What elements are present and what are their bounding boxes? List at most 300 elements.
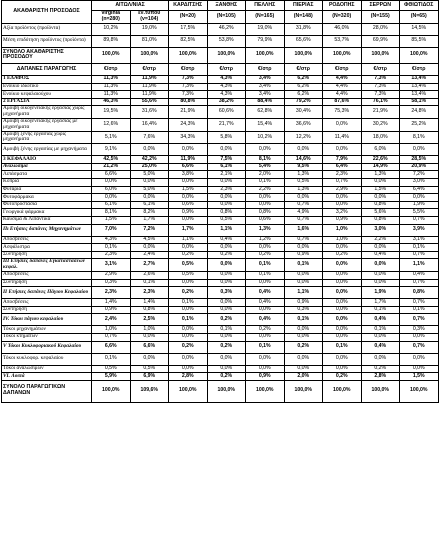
table-row [2, 186, 439, 194]
table-row [2, 279, 439, 287]
table-cell: 0,0% [169, 217, 208, 225]
row-label: Φυτοπροστασία [2, 201, 92, 209]
row-label: Πι Ετήσιες δαπάνες Μηχανημάτων [2, 224, 92, 236]
row-label: ΣΥΝΟΛΟ ΑΚΑΘΑΡΙΣΤΗΣ ΠΡΟΣΟΔΟΥ [2, 47, 92, 64]
table-cell: 0,0% [323, 333, 362, 341]
table-cell: 85,5% [400, 35, 439, 47]
table-cell: 0,1% [246, 259, 285, 272]
table-row [2, 163, 439, 171]
table-cell: 0,0% [323, 299, 362, 307]
table-cell: 2,4% [92, 314, 131, 326]
table-cell: 0,7% [284, 201, 323, 209]
row-label: Αποσβέσεις [2, 271, 92, 279]
table-cell: 0,0% [323, 119, 362, 132]
table-cell: 0,0% [284, 271, 323, 279]
table-row [2, 35, 439, 47]
table-cell: 0,1% [361, 326, 400, 334]
row-label: 1 ΕΔΑΦΟΣ [2, 76, 92, 84]
table-cell: 0,5% [169, 271, 208, 279]
table-cell: 0,1% [169, 314, 208, 326]
table-cell: 80,8% [169, 98, 208, 106]
table-cell: 0,2% [169, 251, 208, 259]
table-cell: 0,0% [246, 144, 285, 156]
table-cell: 2,2% [361, 236, 400, 244]
table-cell: 100,0% [169, 380, 208, 402]
table-cell: 58,1% [400, 98, 439, 106]
table-cell: 0,9% [323, 217, 362, 225]
table-cell: 3,1% [92, 259, 131, 272]
table-cell: 46,3% [92, 98, 131, 106]
row-label: Αποσβέσεις [2, 299, 92, 307]
table-row [2, 179, 439, 187]
table-cell: 0,7% [400, 279, 439, 287]
table-cell: 0,0% [323, 244, 362, 252]
table-cell: 11,9% [130, 91, 169, 99]
table-cell: 0,2% [207, 251, 246, 259]
table-cell: 0,4% [361, 341, 400, 353]
table-cell: 4,3% [207, 83, 246, 91]
table-cell: 0,1% [246, 179, 285, 187]
table-cell: 1,4% [130, 299, 169, 307]
table-row [2, 194, 439, 202]
table-cell: 0,0% [207, 144, 246, 156]
table-cell: 88,4% [246, 98, 285, 106]
table-cell: 100,0% [246, 380, 285, 402]
table-cell: 8,1% [246, 156, 285, 164]
table-cell: 1,1% [284, 287, 323, 299]
table-cell: 8,1% [92, 209, 131, 217]
row-label: Ασφάλιστρα [2, 244, 92, 252]
table-cell: 11,9% [130, 83, 169, 91]
table-cell: 0,4% [246, 314, 285, 326]
table-cell: 81,0% [130, 35, 169, 47]
table-cell: 4,4% [323, 76, 362, 84]
table-cell: 0,3% [92, 279, 131, 287]
column-header: ΦΘΙΩΤΙΔΟΣ [400, 1, 439, 11]
table-cell: 6,2% [284, 83, 323, 91]
table-cell: 0,0% [207, 279, 246, 287]
table-cell: 0,8% [246, 209, 285, 217]
table-cell: 0,0% [130, 179, 169, 187]
table-cell: 0,2% [169, 287, 208, 299]
table-cell: 0,0% [400, 144, 439, 156]
table-cell: 28,0% [361, 23, 400, 35]
table-cell: 0,7% [400, 251, 439, 259]
table-cell: 6,2% [284, 91, 323, 99]
table-cell: 82,5% [169, 35, 208, 47]
table-cell: 0,9% [92, 306, 131, 314]
table-cell: 7,3% [169, 91, 208, 99]
table-cell: 0,7% [400, 299, 439, 307]
table-cell: 0,0% [361, 271, 400, 279]
table-cell: 2,1% [207, 171, 246, 179]
table-row [2, 201, 439, 209]
table-cell: 0,0% [323, 306, 362, 314]
table-cell: 89,8% [92, 35, 131, 47]
table-row [2, 244, 439, 252]
table-cell: 12,6% [92, 119, 131, 132]
table-cell: 0,0% [207, 299, 246, 307]
table-row [2, 217, 439, 225]
table-row [2, 373, 439, 381]
cost-table [1, 0, 439, 403]
table-cell: 0,6% [246, 217, 285, 225]
table-row [2, 259, 439, 272]
table-cell: 2,3% [92, 287, 131, 299]
table-cell: 0,1% [400, 244, 439, 252]
table-row [2, 171, 439, 179]
table-cell: 2,9% [92, 271, 131, 279]
table-cell: 62,8% [246, 106, 285, 119]
table-cell: 0,0% [284, 194, 323, 202]
table-cell: 0,0% [323, 144, 362, 156]
row-label: Φυτοφάρμακα [2, 194, 92, 202]
table-cell: 100,0% [246, 47, 285, 64]
table-cell: 0,0% [169, 353, 208, 365]
row-label: Λιπάσματα [2, 171, 92, 179]
row-label: Ενοίκιο ιδιωτικό [2, 83, 92, 91]
row-label: IV. Τόκοι πάγιου κεφαλαίου [2, 314, 92, 326]
table-cell: 0,6% [169, 201, 208, 209]
table-cell: 2,0% [246, 171, 285, 179]
table-row [2, 326, 439, 334]
table-cell: 0,1% [130, 279, 169, 287]
table-cell: 0,0% [169, 144, 208, 156]
table-cell: 4,9% [284, 209, 323, 217]
table-cell: 2,0% [284, 373, 323, 381]
table-cell: 1,5% [400, 373, 439, 381]
table-cell: 0,4% [361, 314, 400, 326]
table-cell: 3,2% [323, 209, 362, 217]
table-cell: 3,0% [400, 179, 439, 187]
table-cell: 0,0% [361, 244, 400, 252]
table-cell: 0,0% [207, 271, 246, 279]
table-row [2, 83, 439, 91]
table-cell: 3,1% [400, 236, 439, 244]
table-cell: 2,5% [130, 314, 169, 326]
table-cell: 3,0% [361, 224, 400, 236]
table-cell: 25,0% [130, 163, 169, 171]
table-cell: 1,0% [130, 326, 169, 334]
table-cell: 100,0% [207, 380, 246, 402]
table-cell: 0,0% [207, 306, 246, 314]
table-cell: 10,2% [246, 131, 285, 144]
row-label: Καύσιμα & Λιπαντικά [2, 217, 92, 225]
table-cell: €/στρ [207, 64, 246, 76]
table-cell: 0,0% [169, 365, 208, 373]
table-cell: 0,0% [323, 287, 362, 299]
table-cell: 8,2% [130, 209, 169, 217]
table-cell: 38,2% [207, 98, 246, 106]
table-cell: 1,3% [284, 171, 323, 179]
table-cell: 7,3% [169, 83, 208, 91]
table-row [2, 224, 439, 236]
table-row [2, 271, 439, 279]
table-row [2, 64, 439, 76]
table-cell: 2,3% [323, 171, 362, 179]
table-cell: 100,0% [400, 380, 439, 402]
table-row [2, 144, 439, 156]
row-label: 2 ΕΡΓΑΣΙΑ [2, 98, 92, 106]
table-cell: 6,1% [207, 163, 246, 171]
table-cell: 0,2% [207, 341, 246, 353]
table-cell: 1,3% [246, 224, 285, 236]
table-cell: 0,0% [361, 179, 400, 187]
table-cell: 21,7% [207, 119, 246, 132]
table-cell: 0,0% [400, 194, 439, 202]
table-cell: 65,6% [284, 35, 323, 47]
table-row [2, 353, 439, 365]
column-subheader: (N=320) [323, 11, 362, 24]
row-label: VI. Λοιπά [2, 373, 92, 381]
table-cell: 18,0% [361, 131, 400, 144]
table-cell: 0,1% [284, 314, 323, 326]
table-cell: 79,2% [284, 98, 323, 106]
row-label: 3 ΚΕΦΑΛΑΙΟ [2, 156, 92, 164]
row-label: Τόκοι κτημάτων [2, 333, 92, 341]
table-cell: 0,7% [400, 217, 439, 225]
table-cell: 0,0% [284, 333, 323, 341]
table-cell: 1,2% [246, 236, 285, 244]
table-cell: 0,0% [207, 365, 246, 373]
table-cell: 0,0% [323, 353, 362, 365]
table-cell: 7,3% [361, 76, 400, 84]
table-cell: 14,6% [284, 156, 323, 164]
table-cell: 0,0% [207, 333, 246, 341]
table-row [2, 209, 439, 217]
table-cell: 1,7% [130, 217, 169, 225]
table-cell: 0,0% [246, 279, 285, 287]
table-cell: 0,4% [246, 287, 285, 299]
column-subheader: (N=148) [284, 11, 323, 24]
table-cell: 1,1% [169, 236, 208, 244]
table-cell: 0,7% [92, 333, 131, 341]
table-cell: 11,3% [92, 91, 131, 99]
table-cell: 0,0% [207, 244, 246, 252]
table-cell: 0,7% [323, 179, 362, 187]
header-title: ΑΚΑΘΑΡΙΣΤΗ ΠΡΟΣΟΔΟΣ [2, 1, 92, 24]
table-cell: 2,7% [130, 259, 169, 272]
table-cell: 0,7% [284, 236, 323, 244]
table-cell: 6,0% [92, 186, 131, 194]
table-cell: 5,8% [207, 131, 246, 144]
table-cell: 0,0% [323, 271, 362, 279]
table-cell: 0,2% [323, 251, 362, 259]
table-cell: 0,0% [361, 259, 400, 272]
table-cell: 87,6% [323, 98, 362, 106]
table-cell: 24,8% [400, 106, 439, 119]
table-cell: 0,4% [361, 251, 400, 259]
table-cell: 0,2% [284, 341, 323, 353]
table-cell: 0,7% [284, 217, 323, 225]
table-cell: 7,2% [130, 224, 169, 236]
table-cell: 31,6% [130, 106, 169, 119]
table-cell: 0,1% [207, 326, 246, 334]
table-cell: 100,0% [92, 47, 131, 64]
table-cell: 6,6% [169, 163, 208, 171]
table-cell: 5,0% [130, 171, 169, 179]
table-cell: 0,1% [323, 341, 362, 353]
column-subheader: (N=65) [400, 11, 439, 24]
row-label: Αμοιβή οικογενειακής εργασίας με μηχανήματα [2, 119, 92, 132]
table-cell: 4,3% [207, 76, 246, 84]
table-cell: 0,1% [400, 306, 439, 314]
row-label: Γεωργικά φάρμακα [2, 209, 92, 217]
table-cell: 30,2% [361, 119, 400, 132]
table-cell: 0,0% [323, 259, 362, 272]
column-header: ΣΕΡΡΩΝ [361, 1, 400, 11]
table-cell: 10,2% [92, 23, 131, 35]
table-cell: 1,7% [169, 224, 208, 236]
table-cell: 69,9% [361, 35, 400, 47]
column-subheader: virginia (n=280) [92, 11, 131, 24]
table-cell: 11,3% [92, 76, 131, 84]
table-cell: 0,4% [207, 236, 246, 244]
column-header: ΞΑΝΘΗΣ [207, 1, 246, 11]
table-row [2, 365, 439, 373]
table-cell: 0,8% [400, 287, 439, 299]
table-cell: 0,0% [169, 244, 208, 252]
table-cell: 0,2% [169, 341, 208, 353]
table-cell: 2,8% [169, 373, 208, 381]
table-cell: 20,9% [400, 163, 439, 171]
table-cell: 14,5% [400, 23, 439, 35]
table-cell: 0,0% [400, 365, 439, 373]
table-row [2, 76, 439, 84]
table-cell: 0,1% [246, 271, 285, 279]
table-cell: 0,1% [169, 299, 208, 307]
table-cell: €/στρ [361, 64, 400, 76]
row-label: Ενοίκιο κεφαλαιούχου [2, 91, 92, 99]
table-cell: 76,1% [361, 98, 400, 106]
table-cell: 3,4% [246, 83, 285, 91]
table-cell: 2,9% [323, 186, 362, 194]
table-cell: 4,3% [92, 236, 131, 244]
table-cell: 0,8% [361, 217, 400, 225]
column-header: ΚΑΡΔΙΤΣΗΣ [169, 1, 208, 11]
table-cell: 1,5% [361, 186, 400, 194]
header-row [2, 1, 439, 11]
table-cell: 0,0% [207, 194, 246, 202]
table-cell: 1,3% [361, 171, 400, 179]
table-cell: 1,1% [400, 259, 439, 272]
table-cell: 11,3% [92, 83, 131, 91]
column-header: ΠΕΛΛΗΣ [246, 1, 285, 11]
table-cell: 0,8% [207, 209, 246, 217]
table-cell: 17,5% [169, 23, 208, 35]
table-cell: 21,9% [361, 106, 400, 119]
table-cell: 2,3% [92, 251, 131, 259]
table-cell: 15,4% [246, 119, 285, 132]
table-cell: 79,9% [246, 35, 285, 47]
table-cell: 31,8% [284, 23, 323, 35]
table-cell: 0,0% [400, 353, 439, 365]
table-cell: 7,3% [361, 91, 400, 99]
table-cell: 1,7% [361, 299, 400, 307]
table-cell: 0,0% [400, 333, 439, 341]
table-cell: 100,0% [323, 47, 362, 64]
table-cell: 6,9% [130, 373, 169, 381]
row-label: ΔΑΠΑΝΕΣ ΠΑΡΑΓΩΓΗΣ [2, 64, 92, 76]
table-cell: 60,6% [207, 106, 246, 119]
table-cell: 100,0% [284, 47, 323, 64]
table-cell: 0,2% [246, 326, 285, 334]
table-cell: 6,6% [92, 171, 131, 179]
row-label: ΙΙ Ετήσιες δαπάνες Πάγιου Κεφαλαίου [2, 287, 92, 299]
column-header: ΑΙΤΩΛ/ΝΙΑΣ [92, 1, 169, 11]
table-cell: 25,2% [400, 119, 439, 132]
table-cell: 0,3% [207, 287, 246, 299]
table-cell: 6,4% [400, 186, 439, 194]
table-cell: 36,6% [284, 119, 323, 132]
table-cell: 11,4% [323, 131, 362, 144]
table-cell: 6,4% [323, 163, 362, 171]
table-cell: 0,0% [323, 279, 362, 287]
table-cell: 6,6% [130, 341, 169, 353]
table-cell: 100,0% [284, 380, 323, 402]
table-cell: 7,3% [169, 76, 208, 84]
table-cell: 0,0% [246, 365, 285, 373]
table-cell: 0,0% [207, 201, 246, 209]
table-cell: 100,0% [361, 380, 400, 402]
table-cell: 16,4% [130, 119, 169, 132]
row-label: Αποσβέσεις [2, 236, 92, 244]
table-cell: 0,5% [92, 365, 131, 373]
table-row [2, 119, 439, 132]
table-cell: 0,0% [169, 194, 208, 202]
column-subheader: (N=165) [246, 11, 285, 24]
table-cell: 5,5% [400, 209, 439, 217]
table-cell: 7,3% [361, 83, 400, 91]
table-cell: €/στρ [400, 64, 439, 76]
table-cell: 0,0% [284, 365, 323, 373]
row-label: Συντήρηση [2, 306, 92, 314]
table-cell: €/στρ [246, 64, 285, 76]
table-row [2, 380, 439, 402]
row-label: Μέση επιδότηση προϊόντος (προϊόντα) [2, 35, 92, 47]
table-cell: 0,0% [323, 326, 362, 334]
table-cell: 0,0% [130, 194, 169, 202]
table-cell: 1,1% [207, 224, 246, 236]
table-cell: 0,0% [284, 279, 323, 287]
table-row [2, 236, 439, 244]
table-cell: 0,0% [284, 326, 323, 334]
table-body [2, 23, 439, 402]
table-cell: €/στρ [323, 64, 362, 76]
column-header: ΡΟΔΟΠΗΣ [323, 1, 362, 11]
table-cell: 2,4% [130, 251, 169, 259]
table-cell: 0,0% [207, 179, 246, 187]
table-cell: 0,0% [361, 333, 400, 341]
table-cell: 5,0% [130, 186, 169, 194]
table-cell: 42,5% [92, 156, 131, 164]
table-cell: 7,2% [400, 171, 439, 179]
table-cell: 0,0% [361, 194, 400, 202]
table-cell: 109,6% [130, 380, 169, 402]
table-cell: 1,5% [169, 186, 208, 194]
table-cell: 53,7% [323, 35, 362, 47]
table-cell: 0,4% [246, 299, 285, 307]
table-cell: 24,3% [169, 119, 208, 132]
table-cell: 6,2% [284, 76, 323, 84]
row-label: Αξία προϊόντος (προϊόντα) [2, 23, 92, 35]
table-cell: 3,4% [246, 91, 285, 99]
table-cell: 5,6% [361, 209, 400, 217]
table-row [2, 314, 439, 326]
table-cell: 5,4% [246, 163, 285, 171]
table-cell: 0,1% [246, 341, 285, 353]
table-cell: 9,1% [92, 144, 131, 156]
